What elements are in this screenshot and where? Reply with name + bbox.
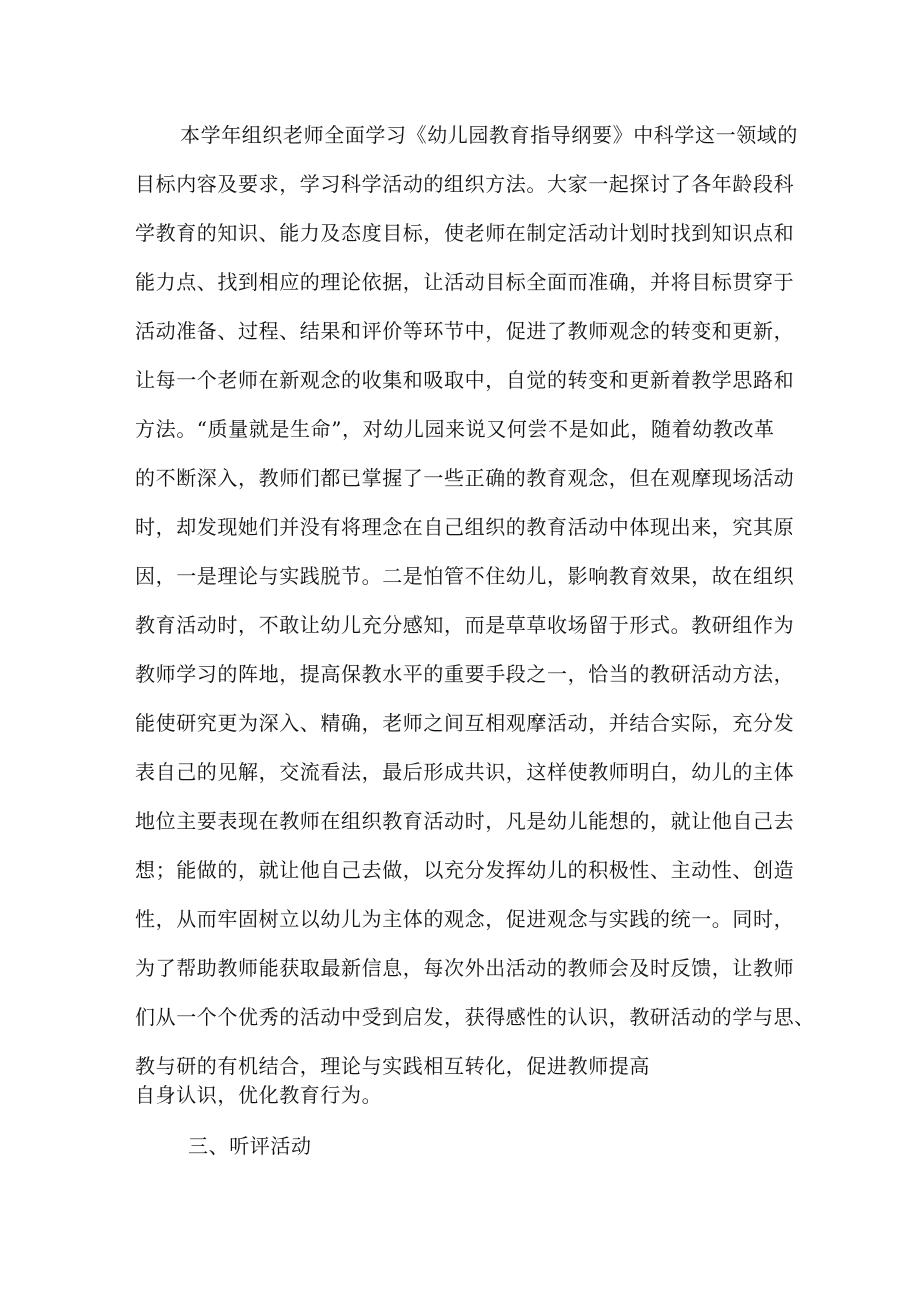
section-heading: 三、听评活动 bbox=[188, 1134, 312, 1158]
paragraph-line: 表自己的见解，交流看法，最后形成共识，这样使教师明白，幼儿的主体 bbox=[135, 760, 795, 784]
paragraph-line: 能力点、找到相应的理论依据，让活动目标全面而准确，并将目标贯穿于 bbox=[135, 270, 795, 294]
paragraph-line: 的不断深入，教师们都已掌握了一些正确的教育观念，但在观摩现场活动 bbox=[135, 466, 795, 490]
paragraph-line: 学教育的知识、能力及态度目标，使老师在制定活动计划时找到知识点和 bbox=[135, 221, 795, 245]
paragraph-line: 地位主要表现在教师在组织教育活动时，凡是幼儿能想的，就让他自己去 bbox=[135, 809, 795, 833]
paragraph-line: 性，从而牢固树立以幼儿为主体的观念，促进观念与实践的统一。同时， bbox=[135, 907, 795, 931]
paragraph-line: 因，一是理论与实践脱节。二是怕管不住幼儿，影响教育效果，故在组织 bbox=[135, 564, 795, 588]
paragraph-line: 教师学习的阵地，提高保教水平的重要手段之一，恰当的教研活动方法， bbox=[135, 662, 795, 686]
paragraph-line: 们从一个个优秀的活动中受到启发，获得感性的认识，教研活动的学与思、 bbox=[135, 1005, 815, 1029]
paragraph-line: 自身认识，优化教育行为。 bbox=[135, 1083, 383, 1107]
paragraph-line: 能使研究更为深入、精确，老师之间互相观摩活动，并结合实际，充分发 bbox=[135, 711, 795, 735]
paragraph-line: 为了帮助教师能获取最新信息，每次外出活动的教师会及时反馈，让教师 bbox=[135, 956, 795, 980]
paragraph-line: 教与研的有机结合，理论与实践相互转化，促进教师提高 bbox=[135, 1054, 650, 1078]
paragraph-line: 目标内容及要求，学习科学活动的组织方法。大家一起探讨了各年龄段科 bbox=[135, 172, 795, 196]
paragraph-line: 本学年组织老师全面学习《幼儿园教育指导纲要》中科学这一领域的 bbox=[180, 123, 798, 147]
paragraph-line: 让每一个老师在新观念的收集和吸取中，自觉的转变和更新着教学思路和 bbox=[135, 368, 795, 392]
paragraph-line: 时，却发现她们并没有将理念在自己组织的教育活动中体现出来，究其原 bbox=[135, 515, 795, 539]
paragraph-line: 想；能做的，就让他自己去做，以充分发挥幼儿的积极性、主动性、创造 bbox=[135, 858, 795, 882]
paragraph-line: 教育活动时，不敢让幼儿充分感知，而是草草收场留于形式。教研组作为 bbox=[135, 613, 795, 637]
paragraph-line: 活动准备、过程、结果和评价等环节中，促进了教师观念的转变和更新， bbox=[135, 319, 795, 343]
paragraph-line: 方法。“质量就是生命”，对幼儿园来说又何尝不是如此，随着幼教改革 bbox=[135, 417, 775, 441]
